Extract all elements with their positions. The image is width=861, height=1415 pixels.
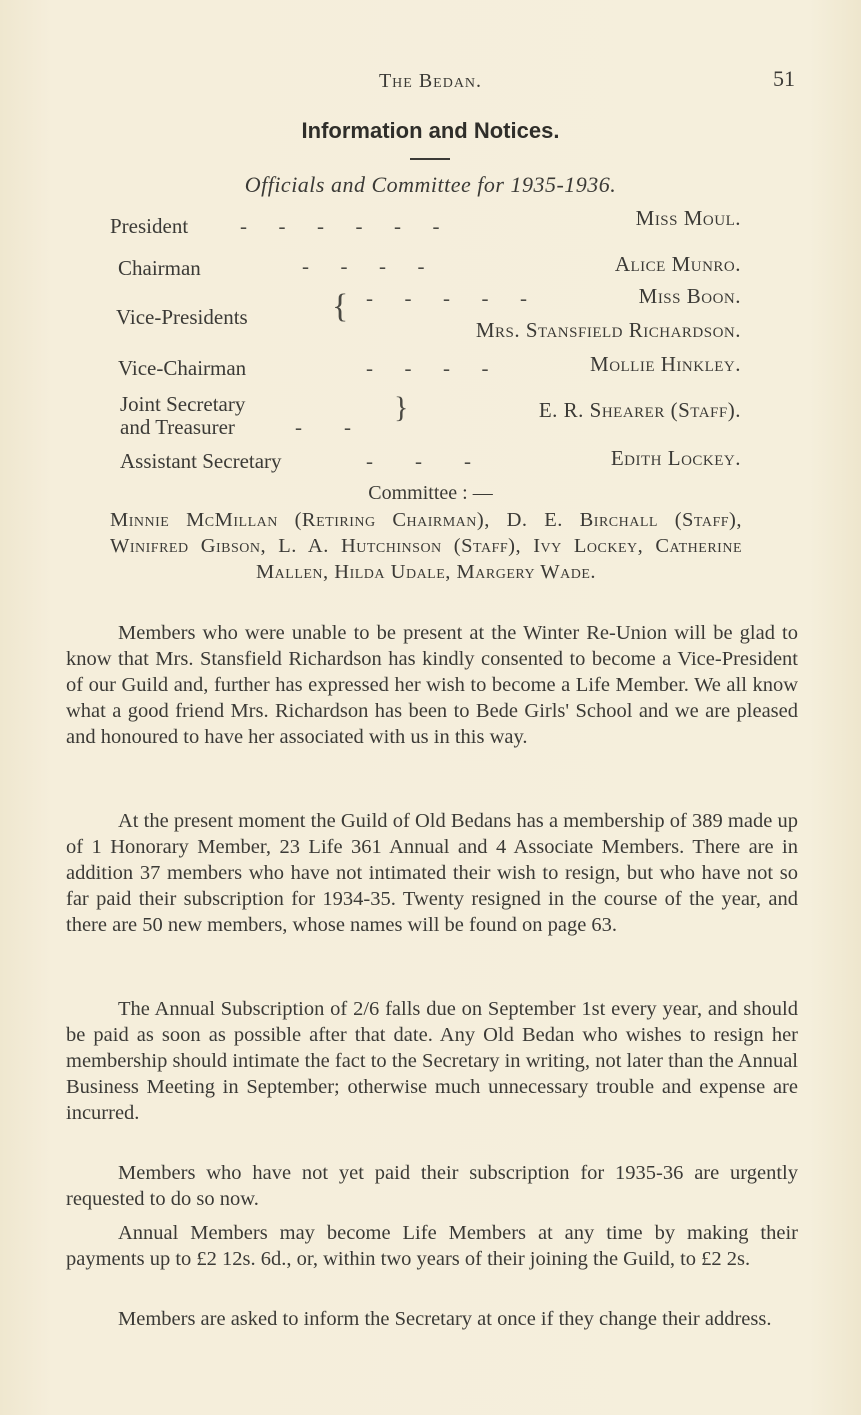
assistant-secretary-name: Edith Lockey. bbox=[610, 446, 741, 470]
leader-dashes: - - - - - - bbox=[240, 214, 440, 238]
leader-dashes: - - bbox=[295, 415, 351, 439]
right-brace: } bbox=[394, 391, 409, 424]
assistant-secretary-role: Assistant Secretary bbox=[120, 449, 282, 473]
notice-paragraph: At the present moment the Guild of Old Bedans has a membership of 389 made up of 1 Honorary Member, 23 Life 361 Annual and 4 Associate Members. There are in addition 37 members who have not intimated their wish to resign, but who have not so far paid their subscription for 1934-35. Twenty resigned in the course of the year, and there are 50 new members, whose names will be found on page 63. bbox=[66, 810, 798, 936]
notice-paragraph: Members who have not yet paid their subscription for 1935-36 are urgently requested to do so now. bbox=[66, 1162, 798, 1210]
left-brace: { bbox=[332, 288, 349, 325]
vice-president-name-2: Mrs. Stansfield Richardson. bbox=[475, 318, 741, 342]
officials-subtitle: Officials and Committee for 1935-1936. bbox=[244, 172, 617, 197]
vice-president-name-1: Miss Boon. bbox=[638, 284, 741, 308]
leader-dashes: - - - - bbox=[366, 356, 489, 380]
section-title: Information and Notices. bbox=[301, 118, 560, 143]
leader-dashes: - - - bbox=[366, 449, 471, 473]
page-number: 51 bbox=[773, 66, 795, 91]
joint-secretary-role: Joint Secretary bbox=[120, 392, 246, 416]
vice-presidents-role: Vice-Presidents bbox=[116, 305, 248, 329]
committee-heading: Committee : — bbox=[368, 482, 493, 504]
president-role: President bbox=[110, 214, 189, 238]
notice-paragraph: Members who were unable to be present at the Winter Re-Union will be glad to know that Mrs. Stansfield Richardson has kindly consented to become a Vice-President of our Guild and, further has expressed her wish to become a Life Member. We all know what a good friend Mrs. Richardson has been to Bede Girls' School and we are pleased and honoured to have her associated with us in this way. bbox=[66, 622, 798, 748]
leader-dashes: - - - - - bbox=[366, 286, 527, 310]
running-title: The Bedan. bbox=[378, 70, 483, 92]
chairman-role: Chairman bbox=[118, 256, 201, 280]
notice-paragraph: Members are asked to inform the Secretary at once if they change their address. bbox=[118, 1308, 772, 1330]
title-divider bbox=[410, 158, 450, 160]
notice-paragraph: Annual Members may become Life Members at any time by making their payments up to £2 12s. 6d., or, within two years of their joining the Guild, to £2 2s. bbox=[66, 1222, 798, 1270]
notice-paragraph: The Annual Subscription of 2/6 falls due on September 1st every year, and should be paid as soon as possible after that date. Any Old Bedan who wishes to resign her membership should intimate the fact to the Secretary in writing, not later than the Annual Business Meeting in September; otherwise much unnecessary trouble and expense are incurred. bbox=[66, 998, 798, 1124]
leader-dashes: - - - - bbox=[302, 254, 425, 278]
joint-secretary-name: E. R. Shearer (Staff). bbox=[538, 398, 741, 422]
chairman-name: Alice Munro. bbox=[614, 252, 741, 276]
treasurer-role: and Treasurer bbox=[120, 415, 235, 439]
committee-members: Minnie McMillan (Retiring Chairman), D. E. Birchall (Staff), Winifred Gibson, L. A. Hutchinson (Staff), Ivy Lockey, Catherine Mallen, Hilda Udale, Margery Wade. bbox=[110, 509, 742, 583]
vice-chairman-role: Vice-Chairman bbox=[118, 356, 247, 380]
president-name: Miss Moul. bbox=[635, 206, 741, 230]
vice-chairman-name: Mollie Hinkley. bbox=[590, 352, 741, 376]
